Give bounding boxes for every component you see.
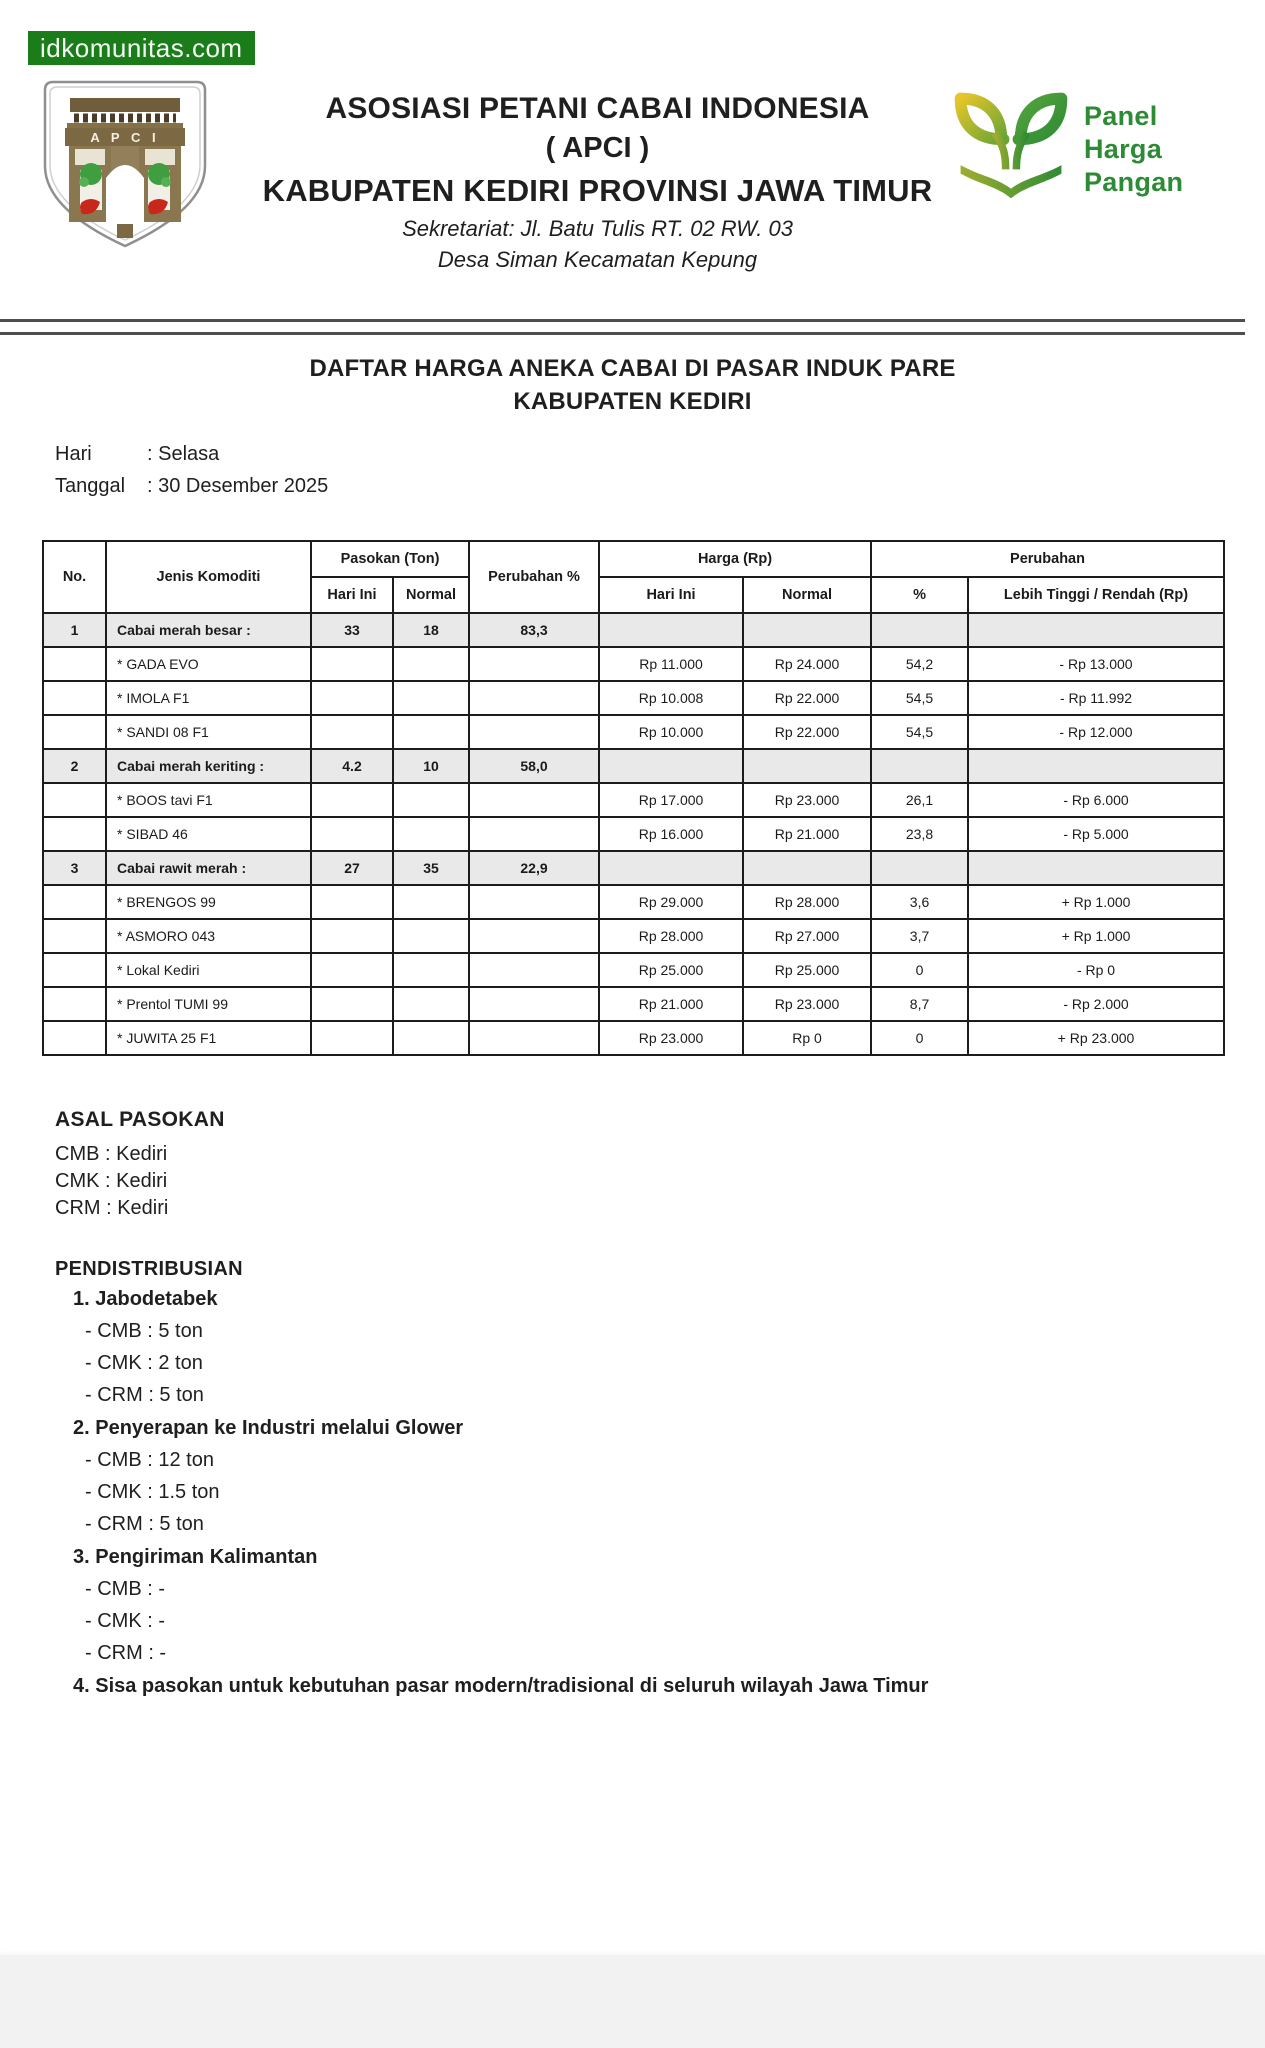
table-row: [43, 851, 1224, 885]
org-address-line2: Desa Siman Kecamatan Kepung: [437, 247, 758, 272]
cell-pasokan-hari: [311, 987, 393, 1021]
cell-pasokan-hari: 4.2: [311, 749, 393, 783]
cell-pasokan-hari: [311, 647, 393, 681]
date-separator: :: [147, 475, 153, 497]
table-row: [43, 681, 1224, 715]
cell-harga-hari: Rp 11.000: [599, 647, 743, 681]
cell-pct: 54,5: [871, 681, 968, 715]
distribution-item-detail: - CRM : 5 ton: [85, 1384, 204, 1406]
cell-diff: - Rp 2.000: [968, 987, 1224, 1021]
col-header-harga: Harga (Rp): [599, 541, 871, 577]
footer-band: [0, 1955, 1265, 2048]
table-row: [43, 885, 1224, 919]
date-value: 30 Desember 2025: [158, 475, 329, 497]
cell-perubahan: [469, 715, 599, 749]
cell-pasokan-normal: [393, 953, 469, 987]
col-header-pasokan-normal: Normal: [393, 577, 469, 613]
cell-pasokan-normal: 35: [393, 851, 469, 885]
cell-perubahan: 83,3: [469, 613, 599, 647]
cell-harga-hari: Rp 28.000: [599, 919, 743, 953]
cell-name: * GADA EVO: [106, 647, 311, 681]
cell-harga-normal: [743, 851, 871, 885]
cell-no: [43, 987, 106, 1021]
org-address-line1: Sekretariat: Jl. Batu Tulis RT. 02 RW. 03: [402, 216, 793, 241]
cell-pct: 3,7: [871, 919, 968, 953]
cell-diff: - Rp 5.000: [968, 817, 1224, 851]
cell-perubahan: [469, 783, 599, 817]
cell-diff: - Rp 13.000: [968, 647, 1224, 681]
distribution-item-title: 3. Pengiriman Kalimantan: [73, 1546, 318, 1568]
col-header-harga-hari-ini: Hari Ini: [599, 577, 743, 613]
cell-pct: 0: [871, 953, 968, 987]
col-header-perubahan: Perubahan: [871, 541, 1224, 577]
supply-origin-line: CMB : Kediri: [55, 1143, 168, 1165]
supply-origin-title: ASAL PASOKAN: [55, 1108, 225, 1131]
panel-logo-line2: Harga: [1084, 133, 1163, 164]
cell-pasokan-normal: [393, 715, 469, 749]
cell-pasokan-normal: [393, 681, 469, 715]
cell-diff: [968, 749, 1224, 783]
cell-harga-normal: Rp 24.000: [743, 647, 871, 681]
table-row: [43, 783, 1224, 817]
cell-diff: - Rp 11.992: [968, 681, 1224, 715]
day-separator: :: [147, 443, 153, 465]
cell-no: [43, 715, 106, 749]
cell-pasokan-normal: 18: [393, 613, 469, 647]
day-row: [55, 438, 328, 470]
cell-harga-hari: [599, 613, 743, 647]
cell-harga-hari: Rp 23.000: [599, 1021, 743, 1055]
cell-perubahan: [469, 885, 599, 919]
cell-pasokan-normal: [393, 885, 469, 919]
cell-perubahan: [469, 987, 599, 1021]
header-divider: [0, 319, 1245, 335]
cell-name: Cabai rawit merah :: [106, 851, 311, 885]
cell-diff: - Rp 0: [968, 953, 1224, 987]
cell-perubahan: [469, 817, 599, 851]
cell-pasokan-hari: [311, 953, 393, 987]
cell-diff: - Rp 12.000: [968, 715, 1224, 749]
cell-no: [43, 1021, 106, 1055]
cell-harga-hari: [599, 851, 743, 885]
cell-diff: [968, 613, 1224, 647]
price-table-body: [43, 613, 1224, 1055]
cell-harga-normal: Rp 23.000: [743, 987, 871, 1021]
distribution-item-detail: - CRM : -: [85, 1642, 167, 1664]
cell-harga-normal: Rp 28.000: [743, 885, 871, 919]
table-row: [43, 919, 1224, 953]
cell-harga-hari: Rp 16.000: [599, 817, 743, 851]
cell-no: [43, 681, 106, 715]
cell-harga-normal: Rp 22.000: [743, 715, 871, 749]
cell-perubahan: [469, 919, 599, 953]
cell-pasokan-hari: [311, 715, 393, 749]
cell-pasokan-hari: [311, 783, 393, 817]
cell-no: [43, 919, 106, 953]
cell-name: * JUWITA 25 F1: [106, 1021, 311, 1055]
table-row: [43, 1021, 1224, 1055]
table-row: [43, 817, 1224, 851]
distribution-item-detail: - CMB : 5 ton: [85, 1320, 203, 1342]
cell-name: * Prentol TUMI 99: [106, 987, 311, 1021]
table-row: [43, 647, 1224, 681]
cell-no: [43, 817, 106, 851]
supply-origin-line: CMK : Kediri: [55, 1170, 168, 1192]
cell-no: 2: [43, 749, 106, 783]
letterhead: [225, 90, 970, 275]
document-title: [40, 352, 1225, 418]
distribution-list: [55, 1283, 928, 1702]
distribution-item-detail: - CMK : 1.5 ton: [85, 1481, 220, 1503]
col-header-pasokan: Pasokan (Ton): [311, 541, 469, 577]
cell-harga-normal: Rp 27.000: [743, 919, 871, 953]
day-value: Selasa: [158, 443, 220, 465]
cell-perubahan: [469, 1021, 599, 1055]
cell-pasokan-normal: [393, 1021, 469, 1055]
cell-pasokan-normal: 10: [393, 749, 469, 783]
cell-perubahan: 58,0: [469, 749, 599, 783]
cell-no: [43, 783, 106, 817]
document-title-line1: DAFTAR HARGA ANEKA CABAI DI PASAR INDUK PARE: [309, 355, 956, 382]
cell-harga-hari: Rp 29.000: [599, 885, 743, 919]
cell-pct: [871, 851, 968, 885]
cell-perubahan: [469, 953, 599, 987]
table-row: [43, 749, 1224, 783]
table-row: [43, 953, 1224, 987]
org-region: KABUPATEN KEDIRI PROVINSI JAWA TIMUR: [262, 173, 933, 208]
col-header-pasokan-hari-ini: Hari Ini: [311, 577, 393, 613]
cell-name: * ASMORO 043: [106, 919, 311, 953]
cell-pasokan-hari: [311, 817, 393, 851]
col-header-pct: %: [871, 577, 968, 613]
day-label: Hari: [55, 443, 92, 465]
cell-pct: 8,7: [871, 987, 968, 1021]
cell-no: [43, 953, 106, 987]
distribution-section: [55, 1258, 928, 1702]
cell-no: [43, 885, 106, 919]
apci-logo-letters: A P C I: [90, 130, 160, 145]
cell-pasokan-normal: [393, 647, 469, 681]
table-row: [43, 987, 1224, 1021]
cell-pct: 54,2: [871, 647, 968, 681]
cell-diff: - Rp 6.000: [968, 783, 1224, 817]
cell-pasokan-normal: [393, 783, 469, 817]
apci-shield-icon: [40, 78, 210, 250]
cell-diff: [968, 851, 1224, 885]
date-block: [55, 438, 328, 502]
panel-harga-pangan-logo: [952, 84, 1257, 214]
cell-name: * SANDI 08 F1: [106, 715, 311, 749]
cell-pct: 0: [871, 1021, 968, 1055]
cell-no: [43, 647, 106, 681]
cell-diff: + Rp 23.000: [968, 1021, 1224, 1055]
distribution-item-detail: - CMB : -: [85, 1578, 165, 1600]
cell-pasokan-hari: [311, 681, 393, 715]
cell-pasokan-hari: 33: [311, 613, 393, 647]
cell-perubahan: [469, 681, 599, 715]
cell-name: * IMOLA F1: [106, 681, 311, 715]
cell-harga-hari: Rp 25.000: [599, 953, 743, 987]
apci-shield-logo: [40, 78, 210, 250]
cell-no: 1: [43, 613, 106, 647]
col-header-harga-normal: Normal: [743, 577, 871, 613]
cell-pasokan-normal: [393, 987, 469, 1021]
cell-harga-normal: Rp 21.000: [743, 817, 871, 851]
cell-harga-hari: [599, 749, 743, 783]
col-header-perubahan-pct: Perubahan %: [469, 541, 599, 613]
cell-pasokan-hari: 27: [311, 851, 393, 885]
panel-logo-line1: Panel: [1084, 100, 1158, 131]
distribution-item-detail: - CMK : 2 ton: [85, 1352, 203, 1374]
cell-pct: 3,6: [871, 885, 968, 919]
org-abbreviation: ( APCI ): [545, 132, 650, 164]
col-header-jenis-komoditi: Jenis Komoditi: [106, 541, 311, 613]
cell-harga-normal: Rp 22.000: [743, 681, 871, 715]
table-row: [43, 715, 1224, 749]
distribution-item-title: 1. Jabodetabek: [73, 1288, 218, 1310]
date-row: [55, 470, 328, 502]
price-table-header: [43, 541, 1224, 613]
cell-harga-hari: Rp 10.008: [599, 681, 743, 715]
cell-name: Cabai merah keriting :: [106, 749, 311, 783]
cell-harga-normal: Rp 0: [743, 1021, 871, 1055]
cell-harga-normal: [743, 749, 871, 783]
org-name: ASOSIASI PETANI CABAI INDONESIA: [325, 92, 870, 125]
cell-pasokan-hari: [311, 919, 393, 953]
cell-pasokan-hari: [311, 885, 393, 919]
cell-harga-normal: Rp 23.000: [743, 783, 871, 817]
cell-no: 3: [43, 851, 106, 885]
col-header-lebih-tinggi-rendah: Lebih Tinggi / Rendah (Rp): [968, 577, 1224, 613]
panel-harga-pangan-icon: [952, 90, 1070, 208]
cell-diff: + Rp 1.000: [968, 885, 1224, 919]
cell-name: Cabai merah besar :: [106, 613, 311, 647]
cell-name: * SIBAD 46: [106, 817, 311, 851]
supply-origin-section: [55, 1106, 225, 1222]
date-label: Tanggal: [55, 475, 126, 497]
cell-pasokan-normal: [393, 919, 469, 953]
distribution-item-title: 4. Sisa pasokan untuk kebutuhan pasar modern/tradisional di seluruh wilayah Jawa Timur: [73, 1675, 929, 1697]
cell-perubahan: 22,9: [469, 851, 599, 885]
cell-perubahan: [469, 647, 599, 681]
cell-harga-normal: Rp 25.000: [743, 953, 871, 987]
document-title-line2: KABUPATEN KEDIRI: [513, 388, 752, 415]
cell-pasokan-normal: [393, 817, 469, 851]
distribution-item-detail: - CMB : 12 ton: [85, 1449, 214, 1471]
cell-pct: 23,8: [871, 817, 968, 851]
distribution-item-title: 2. Penyerapan ke Industri melalui Glower: [73, 1417, 464, 1439]
cell-pct: [871, 749, 968, 783]
cell-pct: 54,5: [871, 715, 968, 749]
cell-harga-hari: Rp 17.000: [599, 783, 743, 817]
cell-pct: 26,1: [871, 783, 968, 817]
cell-harga-hari: Rp 21.000: [599, 987, 743, 1021]
cell-name: * Lokal Kediri: [106, 953, 311, 987]
supply-origin-line: CRM : Kediri: [55, 1197, 169, 1219]
cell-diff: + Rp 1.000: [968, 919, 1224, 953]
panel-logo-wordmark: [1084, 100, 1183, 199]
cell-name: * BRENGOS 99: [106, 885, 311, 919]
supply-origin-lines: [55, 1141, 225, 1222]
cell-harga-normal: [743, 613, 871, 647]
panel-logo-line3: Pangan: [1084, 166, 1184, 197]
cell-harga-hari: Rp 10.000: [599, 715, 743, 749]
distribution-item-detail: - CRM : 5 ton: [85, 1513, 204, 1535]
table-row: [43, 613, 1224, 647]
cell-pct: [871, 613, 968, 647]
distribution-title: PENDISTRIBUSIAN: [55, 1258, 243, 1280]
distribution-item-detail: - CMK : -: [85, 1610, 165, 1632]
col-header-no: No.: [43, 541, 106, 613]
watermark-badge: idkomunitas.com: [28, 31, 255, 65]
price-table: [42, 540, 1225, 1056]
cell-name: * BOOS tavi F1: [106, 783, 311, 817]
cell-pasokan-hari: [311, 1021, 393, 1055]
